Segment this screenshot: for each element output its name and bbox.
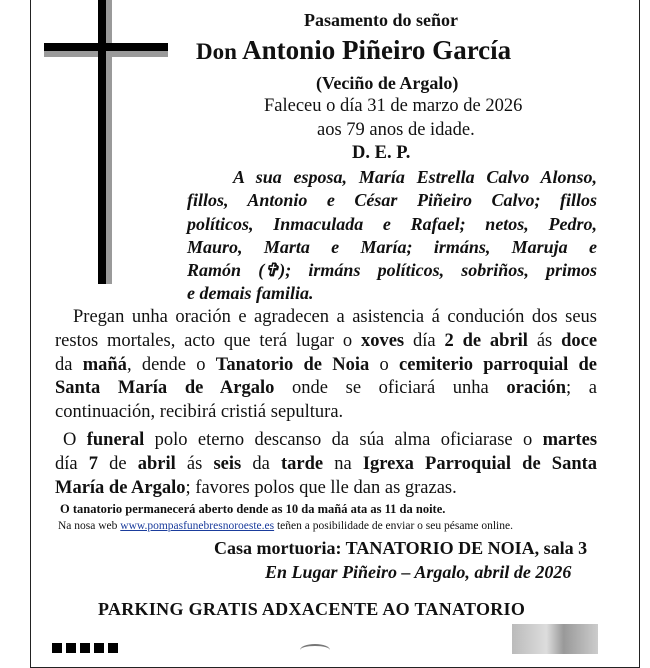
family-line: A sua esposa, María Estrella Calvo Alonso, [233,167,597,187]
funeral-paragraph [55,429,597,500]
request-line: restos mortales, acto que terá lugar o xoves día 2 de abril ás doce [55,330,598,351]
name-prefix: Don [196,39,237,64]
parking-text: PARKING GRATIS ADXACENTE AO TANATORIO [98,599,526,619]
death-date: Faleceu o día 31 de marzo de 2026 [264,96,523,116]
deceased-name [196,35,511,66]
qr-code-icon [52,640,132,652]
family-line: fillos, Antonio e César Piñeiro Calvo; fillos [187,190,597,211]
funeral-line: María de Argalo; favores polos que lle dan as grazas. [55,477,457,498]
nickname: (Veciño de Argalo) [316,73,459,93]
request-line: Pregan unha oración e agradecen a asistencia á condución dos seus [73,307,597,327]
request-line: Santa María de Argalo onde se oficiará unha oración; a [55,378,598,399]
intro-text: Pasamento do señor [304,10,458,30]
request-line: da mañá, dende o Tanatorio de Noia o cemiterio parroquial de [55,354,597,375]
family-list [187,166,597,306]
age-text: aos 79 anos de idade. [317,120,475,140]
funeral-line: día 7 de abril ás seis da tarde na Igrexa Parroquial de Santa [55,453,598,474]
request-paragraph [55,306,597,425]
place-date-text: En Lugar Piñeiro – Argalo, abril de 2026 [265,562,572,582]
name-main: Antonio Piñeiro García [242,35,512,65]
mortuary-text: Casa mortuoria: TANATORIO DE NOIA, sala 3 [214,538,588,558]
family-line: políticos, Inmaculada e Rafael; netos, Pedro, [187,213,597,234]
funeral-line: O funeral polo eterno descanso da súa alma oficiarase o martes [63,430,598,450]
rip-text: D. E. P. [352,143,411,163]
family-line: Mauro, Marta e María; irmáns, Maruja e [187,236,597,257]
family-line: e demais familia. [187,283,314,304]
web-note: Na nosa web www.pompasfunebresnoroeste.es teñen a posibilidade de enviar o seu pésame online. [58,520,513,532]
hours-note: O tanatorio permanecerá aberto dende as 10 da mañá ata as 11 da noite. [60,502,446,516]
family-line: Ramón (✞); irmáns políticos, sobriños, primos [187,260,597,281]
logo-icon [300,644,330,656]
website-link[interactable]: www.pompasfunebresnoroeste.es [120,520,275,532]
request-line: continuación, recibirá cristiá sepultura. [55,402,344,423]
